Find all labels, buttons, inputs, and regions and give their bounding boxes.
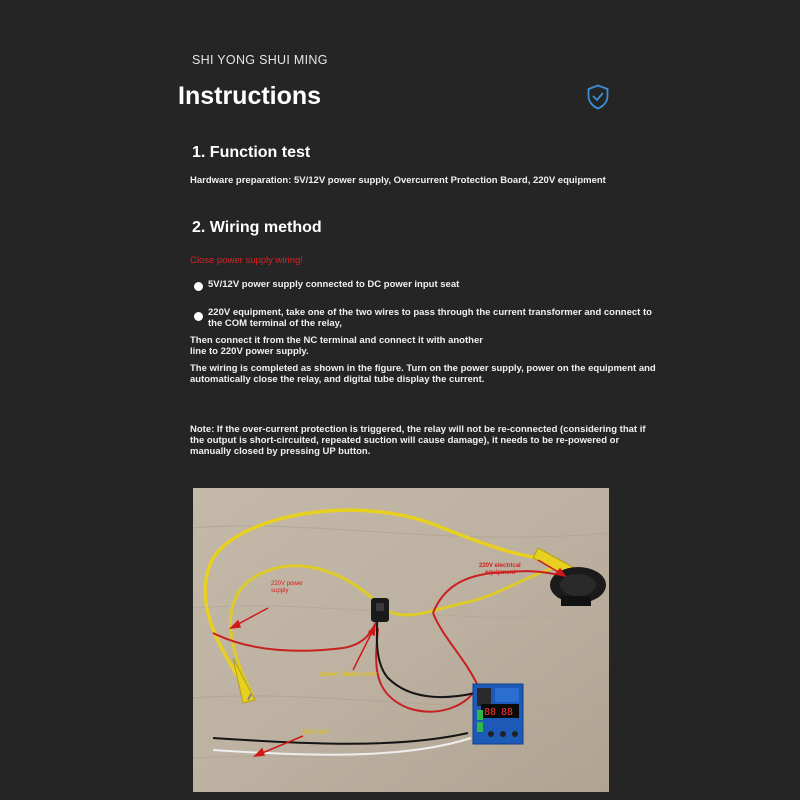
then-connect-line2: line to 220V power supply. xyxy=(190,346,309,357)
bullet-dot xyxy=(194,282,203,291)
page-title: Instructions xyxy=(178,82,322,110)
then-connect-line1: Then connect it from the NC terminal and connect it with another xyxy=(190,335,483,346)
label-220v-power: 220V power xyxy=(271,581,304,587)
hardware-preparation: Hardware preparation: 5V/12V power supply, Overcurrent Protection Board, 220V equipment xyxy=(190,175,606,186)
bullet-dot xyxy=(194,312,203,321)
display-left-digits: 88 xyxy=(484,707,497,718)
label-220v-equipment-2: equipment xyxy=(485,570,516,576)
bullet-item-1: 5V/12V power supply connected to DC power input seat xyxy=(208,279,460,290)
section-heading-function-test: 1. Function test xyxy=(192,144,311,161)
relay-board xyxy=(473,684,523,744)
warning-text: Close power supply wiring! xyxy=(190,255,303,266)
bullet-item-2-line2: the COM terminal of the relay, xyxy=(208,318,342,329)
display-right-digits: 88 xyxy=(501,707,514,718)
note-line3: manually closed by pressing UP button. xyxy=(190,446,371,457)
label-dc-input: DC5V/12V xyxy=(301,730,330,736)
wiring-complete-line2: automatically close the relay, and digital tube display the current. xyxy=(190,374,485,385)
section-heading-wiring: 2. Wiring method xyxy=(192,219,322,236)
note-line1: Note: If the over-current protection is triggered, the relay will not be re-connected (considering that if xyxy=(190,424,646,435)
label-current-transformer: Current Transformer xyxy=(319,672,378,678)
shield-check-icon xyxy=(586,84,610,110)
wiring-complete-line1: The wiring is completed as shown in the figure. Turn on the power supply, power on the equipment and xyxy=(190,363,656,374)
wiring-photo xyxy=(193,488,609,792)
label-220v-power-supply: supply xyxy=(271,588,289,594)
brand-name: SHI YONG SHUI MING xyxy=(192,53,328,67)
note-line2: the output is short-circuited, repeated suction will cause damage), it needs to be re-powered or xyxy=(190,435,620,446)
label-220v-equipment: 220V electrical xyxy=(479,563,521,569)
bullet-item-2-line1: 220V equipment, take one of the two wires to pass through the current transformer and connect to xyxy=(208,307,652,318)
